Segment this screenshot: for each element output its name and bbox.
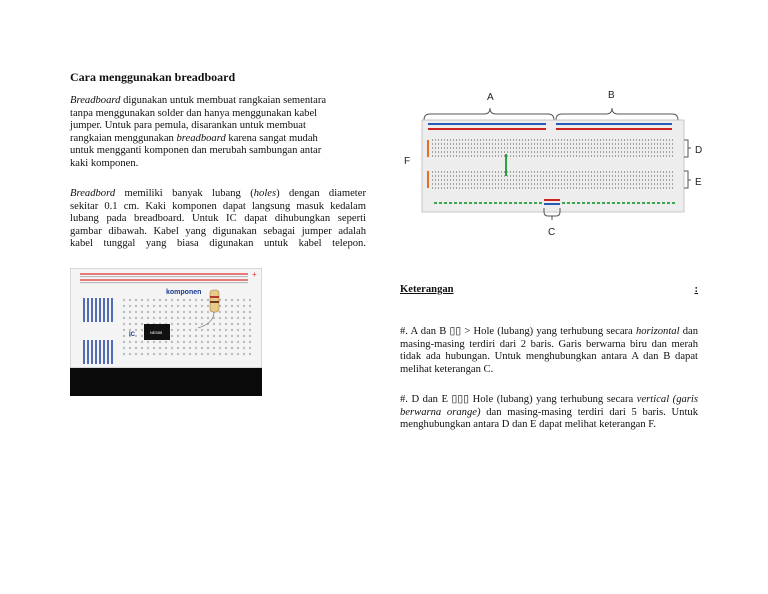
breadboard-diagram (396, 84, 712, 240)
keterangan-heading (400, 284, 698, 295)
section-heading: Cara menggunakan breadboard (70, 70, 236, 84)
brace-d (684, 140, 691, 157)
label-d: D (695, 145, 703, 156)
ic-label: IC (129, 332, 135, 338)
note-d-e: #. D dan E ▯▯▯ Hole (lubang) yang terhubung secara vertical (garis berwarna orange) dan masing-masing terdiri dari 5 baris. Untuk menghubungkan antara D dan E dapat melihat keterangan F. (400, 394, 699, 431)
note-a-b: #. A dan B ▯▯ > Hole (lubang) yang terhubung secara horizontal dan masing-masing terdiri dari 2 baris. Garis berwarna biru dan merah tidak ada hubungan. Untuk menghubungkan antara A dan B dapat melihat keterangan C. (400, 326, 698, 375)
label-a: A (487, 92, 494, 103)
label-b: B (608, 90, 615, 101)
paragraph-holes: Breadbord memiliki banyak lubang (holes) dengan diameter sekitar 0.1 cm. Kaki komponen dapat langsung masuk kedalam lubang pada breadboard. Untuk IC dapat dihubungkan seperti gambar dibawah. Kabel yang digunakan sebagai jumper adalah kabel tunggal yang biasa digunakan untuk kabel telepon. (70, 188, 366, 250)
paragraph-breadboard-intro: Breadboard digunakan untuk membuat rangkaian sementara tanpa menggunakan solder dan hanya menggunakan kabel jumper. Untuk para pemula, disarankan untuk membuat rangkaian menggunakan breadboard karena sangat mudah untuk mengganti komponen dan merubah sambungan antar kaki komponen. (70, 95, 327, 169)
komponen-label: komponen (166, 289, 202, 296)
label-e: E (695, 177, 702, 188)
ic-chip-text: NE555 (150, 330, 163, 335)
keterangan-label: Keterangan (400, 284, 454, 295)
brace-b (556, 108, 678, 120)
label-c: C (548, 227, 556, 238)
plus-label: + (252, 270, 257, 279)
breadboard-photo (70, 268, 262, 396)
brace-e (684, 171, 691, 188)
brace-a (424, 108, 554, 120)
label-f: F (404, 156, 411, 167)
term-breadboard: Breadboard (70, 95, 121, 106)
keterangan-colon: : (694, 284, 698, 295)
